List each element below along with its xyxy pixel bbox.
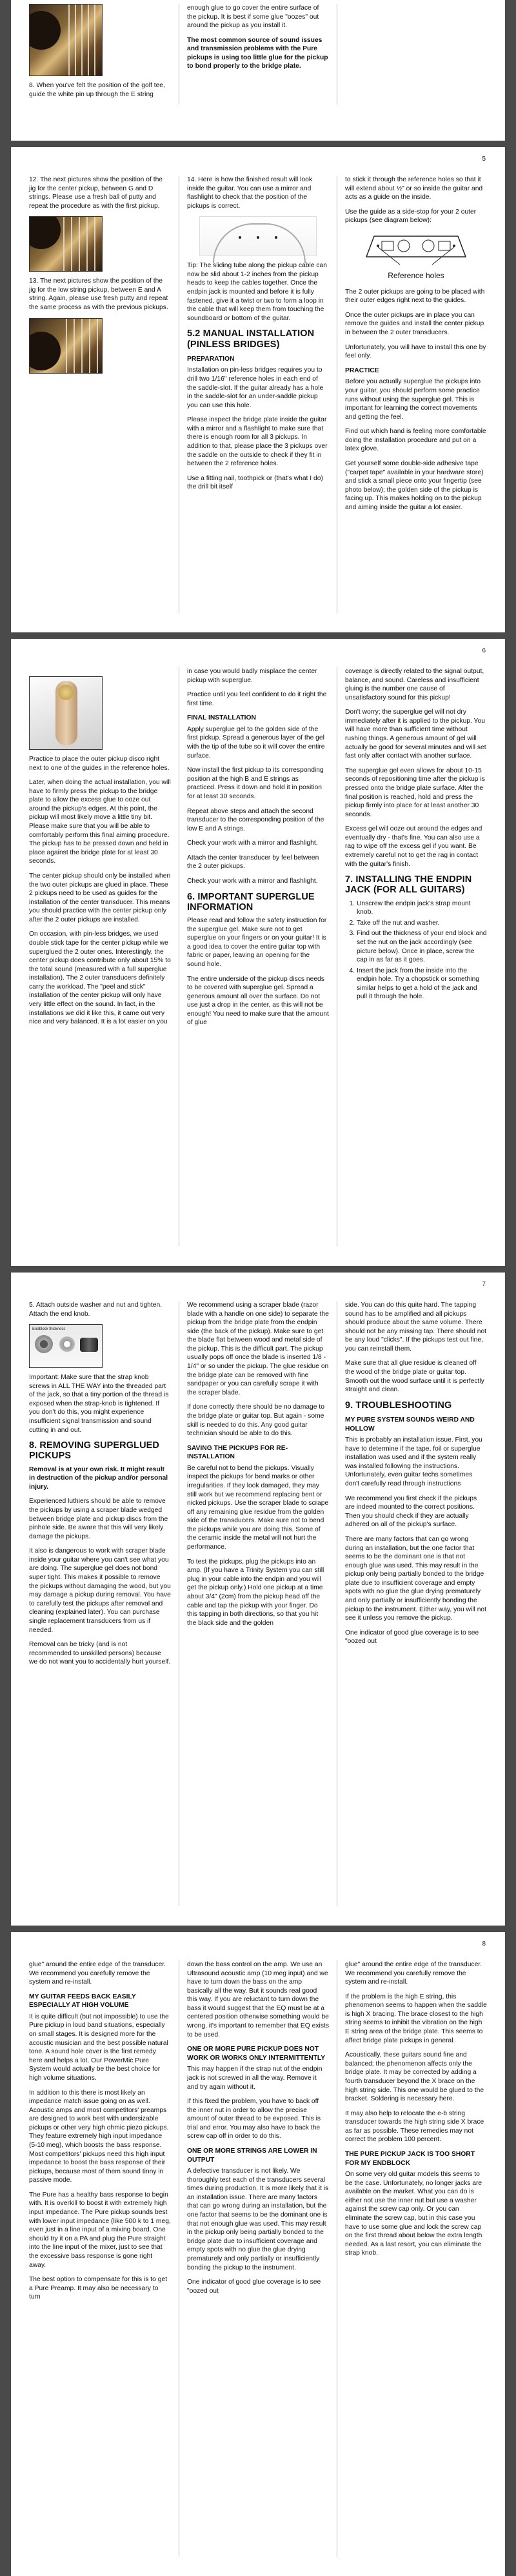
paragraph: Use the guide as a side-stop for your 2 outer pickups (see diagram below): [345, 208, 477, 225]
paragraph: Apply superglue gel to the golden side of the first pickup. Spread a generous layer of the gel with the tip of the tube so it will cover the entire surface. [187, 725, 325, 760]
page-number: 8 [482, 1940, 486, 1947]
subheading: PRACTICE [345, 367, 379, 374]
paragraph: On occasion, with pin-less bridges, we used double stick tape for the center pickup while we superglued the 2 outer ones. Interestingly, the center pickup does contribute only about 15% to the total sound (measured with a full superglue installation). The 2 outer transducers definitely carry the workload. The "peel and stick" installation of the center pickup will only have very little effect on the sound. In fact, in the installations we did it like this, it came out very nice and very balanced. It is a lot easier on you [29, 931, 171, 1026]
page-5-col-3 [337, 176, 487, 613]
page-5 [11, 147, 505, 632]
warning-paragraph: The most common source of sound issues and transmission problems with the Pure pickups is using too little glue for the pickup to bond properly to the bridge plate. [187, 36, 328, 70]
paragraph: Now install the first pickup to its corresponding position at the high B and E strings as practiced. Press it down and hold it in position for at least 30 seconds. [187, 767, 324, 800]
section-heading: 7. INSTALLING THE ENDPIN JACK (FOR ALL GUITARS) [345, 874, 472, 896]
paragraph: Removal can be tricky (and is not recommended to unskilled persons) because we do not want you to accidentally hurt yourself. [29, 1641, 171, 1666]
paragraph: It may also help to relocate the e-b string transducer towards the high string side X brace as far as possible. These remedies may not correct the problem 100 percent. [345, 2109, 484, 2144]
step-14: 14. Here is how the finished result will look inside the guitar. You can use a mirror and flashlight to check that the position of the pickups is correct. [187, 176, 313, 210]
paragraph: side. You can do this quite hard. The tapping sound has to be amplified and all pickups should produce about the same volume. There should not be any missing tap. There should not be any loud "clicks". If the pickups test out fine, you can reinstall them. [345, 1302, 487, 1353]
paragraph: Later, when doing the actual installation, you will have to firmly press the pickup to the bridge plate to allow the excess glue to ooze out around the pickup's edges. At this point, the pickup will most likely move a little tiny bit. Please make sure that you will be able to comfortably perform this final aiming procedure. The pickup has to be pressed down and held in place against the bridge plate for at least 30 seconds. [29, 779, 171, 865]
step-12: 12. The next pictures show the position of the jig for the center pickup, between G and D strings. Please use a fresh ball of putty and repeat the procedure as with the first pickup. [29, 176, 163, 210]
warning-paragraph: Removal is at your own risk. It might result in destruction of the pickup and/or personal injury. [29, 1465, 168, 1491]
paragraph: Before you actually superglue the pickups into your guitar, you should perform some practice runs without using the superglue gel. This is important for learning the correct movements and getting the feel. [345, 378, 481, 421]
subheading: PREPARATION [187, 355, 235, 363]
step-8: 8. When you've felt the position of the golf tee, guide the white pin up through the E string [29, 82, 165, 98]
paragraph: Repeat above steps and attach the second transducer to the corresponding position of the low E and A strings. [187, 807, 324, 832]
paragraph: If the problem is the high E string, this phenomenon seems to happen when the saddle is high X bracing. The brace closest to the high string seems to inhibit the vibration on the high E string area of the bridge plate. This seems to affect bridge plate pickups in general. [345, 1993, 487, 2044]
page-8 [11, 1932, 505, 2576]
paragraph: Attach the center transducer by feel between the 2 outer pickups. [187, 854, 319, 870]
paragraph: If done correctly there should be no damage to the bridge plate or guitar top. But again - some skill is needed to do this. Any good guitar technician should be able to do this. [187, 1404, 324, 1438]
section-heading: 5.2 MANUAL INSTALLATION (PINLESS BRIDGES) [187, 328, 315, 350]
paragraph: Excess gel will ooze out around the edges and eventually dry - that's fine. You can also use a rag to wipe off the excess gel if you want. Be extremely careful not to get the rag in contact with the guitar's finish. [345, 825, 482, 868]
paragraph: to stick it through the reference holes so that it will extend about ½" or so inside the guitar and acts as a guide on the inside. [345, 176, 483, 201]
paragraph: To test the pickups, plug the pickups into an amp. (If you have a Trinity System you can still plug in your cable into the endpin and you will get the pickup only.) Hold one pickup at a time about 3/4" (2cm) from the pickup head off the cable and tap the pickup with your finger. Do this tapping in both directions, so that you hit the black side and the golden [187, 1558, 324, 1627]
paragraph: Check your work with a mirror and flashlight. [187, 877, 318, 885]
endpin-parts-photo [29, 1324, 103, 1368]
page-7-col-3 [337, 1301, 487, 1906]
page-5-col-1 [29, 176, 179, 613]
page-7-col-2 [179, 1301, 337, 1906]
paragraph: Please read and follow the safety instruction for the superglue gel. Make sure not to get superglue on your fingers or on your guitar! It is a good idea to cover the entire guitar top with fabric or paper, leaving an opening for the sound hole. [187, 917, 327, 968]
paragraph: down the bass control on the amp. We use an Ultrasound acoustic amp (10 meg input) and we have to turn down the bass on the amp basically all the way. But it sounds real good this way. If you are reluctant to turn down the bass it would suggest that the EQ must be at a centered position otherwise something would be wrong, it's important to remember that EQ exists to be used. [187, 1961, 329, 2038]
paragraph: It is quite difficult (but not impossible) to use the Pure pickup in loud band situations, especially on small stages. It is designed more for the acoustic musician and the best possible natural tone. A sound hole cover is the first remedy here and helps a lot. Our PowerMic Pure System would actually be the best choice for high volume situations. [29, 2013, 169, 2082]
finished-pickups-figure [199, 216, 317, 256]
paragraph: Make sure that all glue residue is cleaned off the wood of the bridge plate or guitar top. Smooth out the wood surface until it is perfectly straight and clean. [345, 1360, 484, 1394]
guitar-photo [29, 4, 103, 76]
page-4-col-2 [179, 4, 337, 105]
paragraph: Installation on pin-less bridges requires you to drill two 1/16" reference holes in each end of the saddle-slot. If the guitar already has a hole in the saddle-slot for an under-saddle pickup you can use this hole. [187, 367, 324, 409]
paragraph: If this fixed the problem, you have to back off the inner nut in order to allow the precise amount of outer thread to be exposed. This is trial and error. You may also have to back the screw cap off in order to do this. [187, 2098, 321, 2140]
paragraph: Get yourself some double-side adhesive tape ("carpet tape" available in your hardware store) and stick a small piece onto your fingertip (see photo below); the golden side of the pickup is facing up. This makes holding on to the pickup and aiming inside the guitar a lot easier. [345, 459, 484, 511]
paragraph: glue" around the entire edge of the transducer. We recommend you carefully remove the system and re-install. [29, 1961, 166, 1986]
paragraph: The Pure has a healthy bass response to begin with. It is overkill to boost it with extremely high input impedance. The Pure pickup sounds best with lower input impedance (like 500 k to 1 meg, even just in a line input of a mixing board. One should try it on a PA and plug the Pure straight into the line input of the mixer, just to see that the excessive bass response is gone right away. [29, 2191, 171, 2269]
page-6 [11, 639, 505, 1266]
list-item: 2. Take off the nut and washer. [357, 919, 487, 928]
subheading: MY GUITAR FEEDS BACK EASILY ESPECIALLY AT HIGH VOLUME [29, 1993, 136, 2009]
paragraph: enough glue to go cover the entire surface of the pickup. It is best if some glue "oozes" out around the pickup as you install it. [187, 5, 319, 30]
paragraph: Check your work with a mirror and flashlight. [187, 840, 318, 847]
paragraph: glue" around the entire edge of the transducer. We recommend you carefully remove the system and re-install. [345, 1961, 482, 1986]
subheading: SAVING THE PICKUPS FOR RE-INSTALLATION [187, 1444, 288, 1461]
paragraph: We recommend you first check if the pickups are indeed mounted to the correct positions. Then you should check if they are actually adhered on all of the pickup's surface. [345, 1494, 477, 1529]
page-4 [11, 0, 505, 141]
page-4-col-1 [29, 4, 179, 105]
page-6-col-3 [337, 667, 487, 1247]
page-6-col-1 [29, 667, 179, 1247]
paragraph: Acoustically, these guitars sound fine and balanced; the phenomenon affects only the bridge plate. It may be corrected by adding a fourth transducer beyond the X brace on the high string side. This one would be glued to the bracket. Soldering is necessary here. [345, 2051, 484, 2103]
list-item: 4. Insert the jack from the inside into the endpin hole. Try a chopstick or something similar helps to get a hold of the jack and pull it through the hole. [357, 967, 487, 1001]
page-number: 6 [482, 647, 486, 654]
paragraph: in case you would badly misplace the center pickup with superglue. [187, 668, 317, 684]
paragraph: This may happen if the strap nut of the endpin jack is not screwed in all the way. Remove it and try again without it. [187, 2066, 322, 2091]
subheading: ONE OR MORE STRINGS ARE LOWER IN OUTPUT [187, 2147, 317, 2164]
tip: Tip: The sliding tube along the pickup cable can now be slid about 1-2 inches from the pickup heads to keep the cables together. Once the endpin jack is mounted and before it is fully fastened, give it a twist or two to form a loop in the cable that will keep them from touching the soundboard or bottom of the guitar. [187, 262, 327, 322]
paragraph: The center pickup should only be installed when the two outer pickups are glued in place. These 2 pickups need to be used as guides for the installation of the center transducer. This means you should practice with the center pickup only after the 2 outer pickups are installed. [29, 872, 171, 923]
page-8-col-1 [29, 1960, 179, 2557]
paragraph: Practice to place the outer pickup disco right next to one of the guides in the reference holes. [29, 756, 170, 772]
section-heading: 6. IMPORTANT SUPERGLUE INFORMATION [187, 891, 315, 912]
paragraph: One indicator of good glue coverage is to see "oozed out [187, 2279, 321, 2295]
paragraph: coverage is directly related to the signal output, balance, and sound. Careless and insufficient gluing is the number one cause of unsatisfactory sound for this pickup! [345, 668, 484, 701]
paragraph: Find out which hand is feeling more comfortable doing the installation procedure and put on a latex glove. [345, 428, 486, 453]
paragraph: A defective transducer is not likely. We thoroughly test each of the transducers several times during production. It is more likely that it is an installation issue. There are many factors that can go wrong during an installation, but the one factor that seems to be the dominant one is that not enough glue was used. This may result in the pickup only being partially bonded to the bridge plate due to insufficient coverage and empty spots with no glue the glue drying prematurely and only partially or insufficiently bonding the pickup to the instrument. [187, 2168, 329, 2271]
paragraph: Unfortunately, you will have to install this one by feel only. [345, 343, 486, 360]
subheading: FINAL INSTALLATION [187, 714, 256, 722]
section-heading: 9. TROUBLESHOOTING [345, 1400, 452, 1411]
paragraph: There are many factors that can go wrong during an installation, but the one factor that seems to be the dominant one is that not enough glue was used. This may result in the pickup only being partially bonded to the bridge plate due to insufficient coverage and empty spots with no glue the glue drying prematurely and only partially or insufficiently bonding the pickup to the instrument. Either way, you will not see it unless you remove the pickup. [345, 1535, 487, 1622]
paragraph: The 2 outer pickups are going to be placed with their outer edges right next to the guides. [345, 288, 485, 305]
jig-photo [29, 318, 103, 374]
fingertip-photo [29, 676, 103, 750]
list-item: 1. Unscrew the endpin jack's strap mount knob. [357, 900, 487, 917]
step-5: 5. Attach outside washer and nut and tighten. Attach the end knob. [29, 1302, 163, 1318]
subheading: ONE OR MORE PURE PICKUP DOES NOT WORK OR WORKS ONLY INTERMITTENTLY [187, 2046, 326, 2062]
diagram-caption: Reference holes [388, 270, 444, 280]
subheading: THE PURE PICKUP JACK IS TOO SHORT FOR MY ENDBLOCK [345, 2150, 475, 2167]
paragraph: Once the outer pickups are in place you can remove the guides and install the center pickup in between the 2 outer transducers. [345, 311, 484, 337]
paragraph: Be careful not to bend the pickups. Visually inspect the pickups for bend marks or other irregularities. If they look damaged, they may still work but we recommend replacing bent or nicked pickups. Use the scraper blade to scrape off any remaining glue residue from the golden side of the transducers. Make sure not to bend the pickups while you are doing this. Some of the ceramic inside the metal will not hurt the performance. [187, 1464, 329, 1551]
subheading: MY PURE SYSTEM SOUNDS WEIRD AND HOLLOW [345, 1416, 475, 1433]
page-7-col-1 [29, 1301, 179, 1906]
photo-label: Endblock thickness [32, 1327, 66, 1332]
list-item: 3. Find out the thickness of your end block and set the nut on the jack accordingly (see picture below). Once in place, screw the cap in as far as it goes. [357, 929, 487, 964]
paragraph: One indicator of good glue coverage is to see "oozed out [345, 1629, 479, 1645]
paragraph: We recommend using a scraper blade (razor blade with a handle on one side) to separate the pickup from the bridge plate from the endpin side (the back of the pickup). Make sure to get the blade flat between wood and metal side of the pickup. This is the difficult part. The pickup usually pops off once the blade is inserted 1/8 - 1/4" or so under the pickup. The glue residue on the bridge plate can be removed with fine sandpaper or you can carefully scrape it with the scraper blade. [187, 1302, 329, 1396]
paragraph: It also is dangerous to work with scraper blade inside your guitar where you can't see what you are doing. The superglue gel does not bond super tight. This makes it possible to remove the pickups without damaging the wood, but you may damage a pickup during removal. You have to carefully test the pickups after removal and cleaning (explained later). You can purchase single replacement transducers from us if needed. [29, 1547, 171, 1634]
step-13: 13. The next pictures show the position of the jig for the low string pickup, between E and A string. Again, please use fresh putty and repeat the same process as with the previous pickups. [29, 277, 168, 312]
reference-holes-diagram [345, 231, 487, 281]
paragraph: The entire underside of the pickup discs needs to be covered with superglue gel. Spread a generous amount all over the surface. Do not use just a drop in the center, as this will not be enough! You need to make sure that the amount of glue [187, 975, 329, 1027]
page-8-col-3 [337, 1960, 487, 2557]
jig-photo [29, 216, 103, 272]
paragraph: Don't worry; the superglue gel will not dry immediately after it is applied to the pickup. You will have more than sufficient time without rushing things. A generous amount of gel will actually be good for several minutes and will set fast only after contact with another surface. [345, 709, 486, 760]
paragraph: Experienced luthiers should be able to remove the pickups by using a scraper blade wedged between bridge plate and pickup discs from the pinhole side. Be aware that this will very likely damage the pickups. [29, 1498, 168, 1540]
paragraph: In addition to this there is most likely an impedance match issue going on as well. Acoustic amps and most competitors' preamps are designed to work best with undersizable pickups or other very high ohmic piezo pickups. They feature extremely high input impedance (5-10 meg), which boosts the bass response. Most competitors' pickups need this high input impedance to boost the bass response of their pickups, because most of them sound tinny in passive mode. [29, 2089, 169, 2184]
page-6-col-2 [179, 667, 337, 1247]
paragraph: On some very old guitar models this seems to be the case. Unfortunately, no longer jacks are available on the market. What you can do is either not use the inner nut but use a washer against the screw cap only. Or you can eliminate the screw cap, but in this case you have to use some glue and lock the screw cap on the first thread about below the extra length needed. As a last resort, you can eliminate the strap knob. [345, 2171, 482, 2257]
important-note: Important: Make sure that the strap knob screws in ALL THE WAY into the threaded part of the jack, so that a tiny portion of the thread is exposed when the strap-knob is tightened. If you don't do this, you might experience insufficient signal transmission and sound cutting in and out. [29, 1374, 169, 1434]
page-8-col-2 [179, 1960, 337, 2557]
paragraph: Practice until you feel confident to do it right the first time. [187, 691, 327, 707]
paragraph: Please inspect the bridge plate inside the guitar with a mirror and a flashlight to make sure that there is enough room for all 3 pickups. In addition to that, please place the 3 pickups over the saddle on the outside to check if they fit in between the 2 reference holes. [187, 416, 328, 468]
paragraph: This is probably an installation issue. First, you have to determine if the tape, foil or superglue installation was used and if the system really was installed following the instructions. Unfortunately, even guitar techs sometimes don't carefully read through instructions [345, 1436, 482, 1488]
page-7 [11, 1273, 505, 1926]
page-number: 5 [482, 156, 486, 163]
page-number: 7 [482, 1281, 486, 1288]
page-4-col-3 [337, 4, 487, 105]
endpin-steps [345, 900, 487, 1001]
page-5-col-2 [179, 176, 337, 613]
paragraph: The superglue gel even allows for about 10-15 seconds of repositioning time after the pickup is pressed onto the bridge plate surface. After the final position is reached, hold and press the pickup firmly into place for at least another 30 seconds. [345, 767, 485, 818]
paragraph: Use a fitting nail, toothpick or (that's what I do) the drill bit itself [187, 474, 323, 491]
section-heading: 8. REMOVING SUPERGLUED PICKUPS [29, 1440, 160, 1462]
paragraph: The best option to compensate for this is to get a Pure Preamp. It may also be necessary to turn [29, 2276, 168, 2301]
